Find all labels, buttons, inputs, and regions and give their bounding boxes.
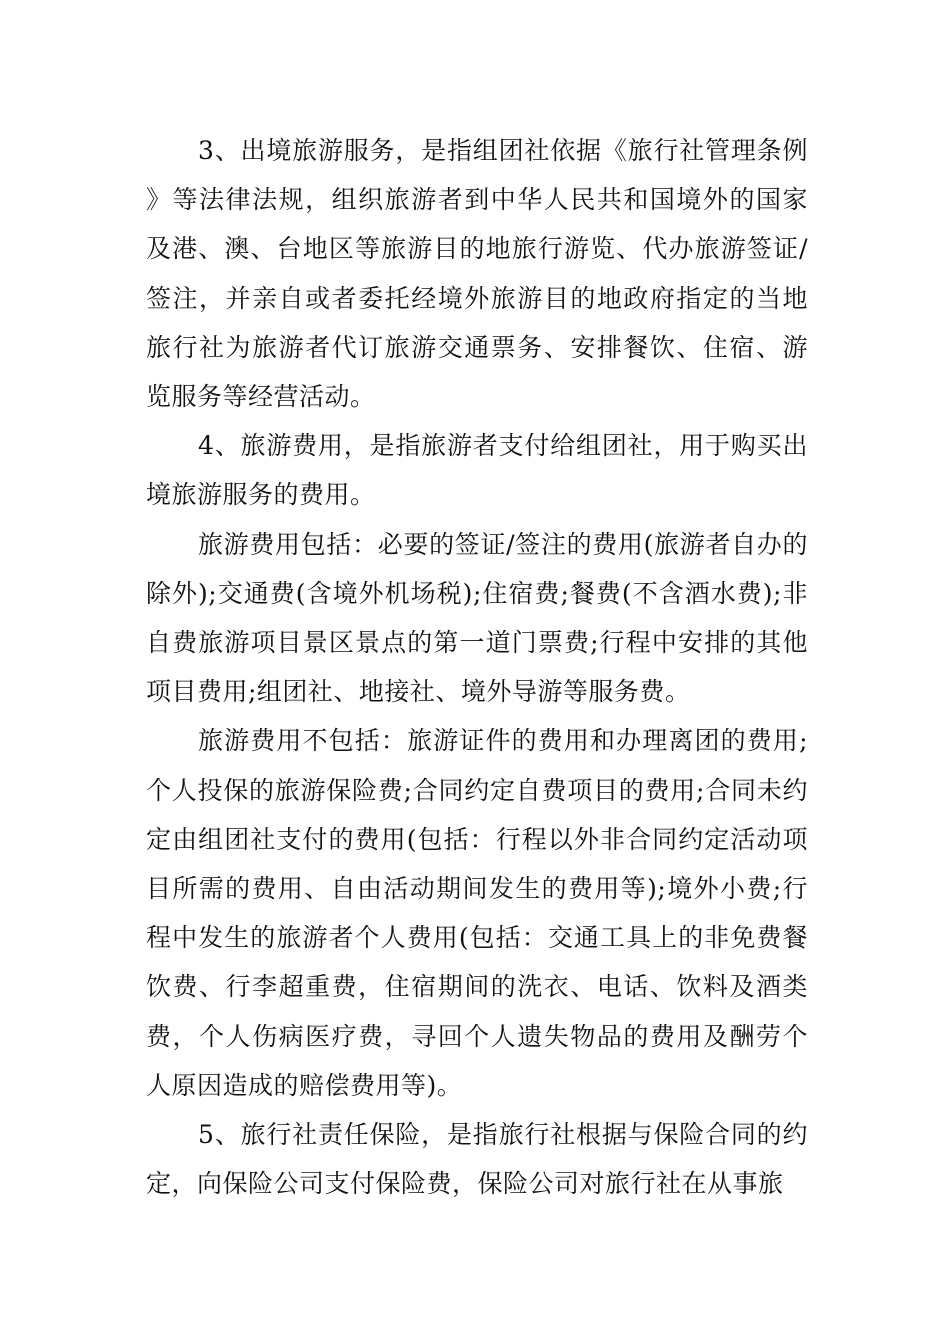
paragraph-travel-fee-definition: 4、旅游费用，是指旅游者支付给组团社，用于购买出境旅游服务的费用。 [146, 431, 808, 510]
paragraph-liability-insurance: 5、旅行社责任保险，是指旅行社根据与保险合同的约定，向保险公司支付保险费，保险公司对旅行社在从事旅 [146, 1120, 808, 1199]
document-body [146, 126, 808, 1208]
paragraph-fee-included: 旅游费用包括：必要的签证/签注的费用(旅游者自办的除外);交通费(含境外机场税);住宿费;餐费(不含酒水费);非自费旅游项目景区景点的第一道门票费;行程中安排的其他项目费用;组团社、地接社、境外导游等服务费。 [146, 529, 808, 707]
paragraph-outbound-service: 3、出境旅游服务，是指组团社依据《旅行社管理条例》等法律法规，组织旅游者到中华人民共和国境外的国家及港、澳、台地区等旅游目的地旅行游览、代办旅游签证/签注，并亲自或者委托经境外旅游目的地政府指定的当地旅行社为旅游者代订旅游交通票务、安排餐饮、住宿、游览服务等经营活动。 [146, 136, 808, 412]
paragraph-fee-excluded: 旅游费用不包括：旅游证件的费用和办理离团的费用;个人投保的旅游保险费;合同约定自费项目的费用;合同未约定由组团社支付的费用(包括：行程以外非合同约定活动项目所需的费用、自由活动期间发生的费用等);境外小费;行程中发生的旅游者个人费用(包括：交通工具上的非免费餐饮费、行李超重费，住宿期间的洗衣、电话、饮料及酒类费，个人伤病医疗费，寻回个人遗失物品的费用及酬劳个人原因造成的赔偿费用等)。 [146, 726, 808, 1100]
